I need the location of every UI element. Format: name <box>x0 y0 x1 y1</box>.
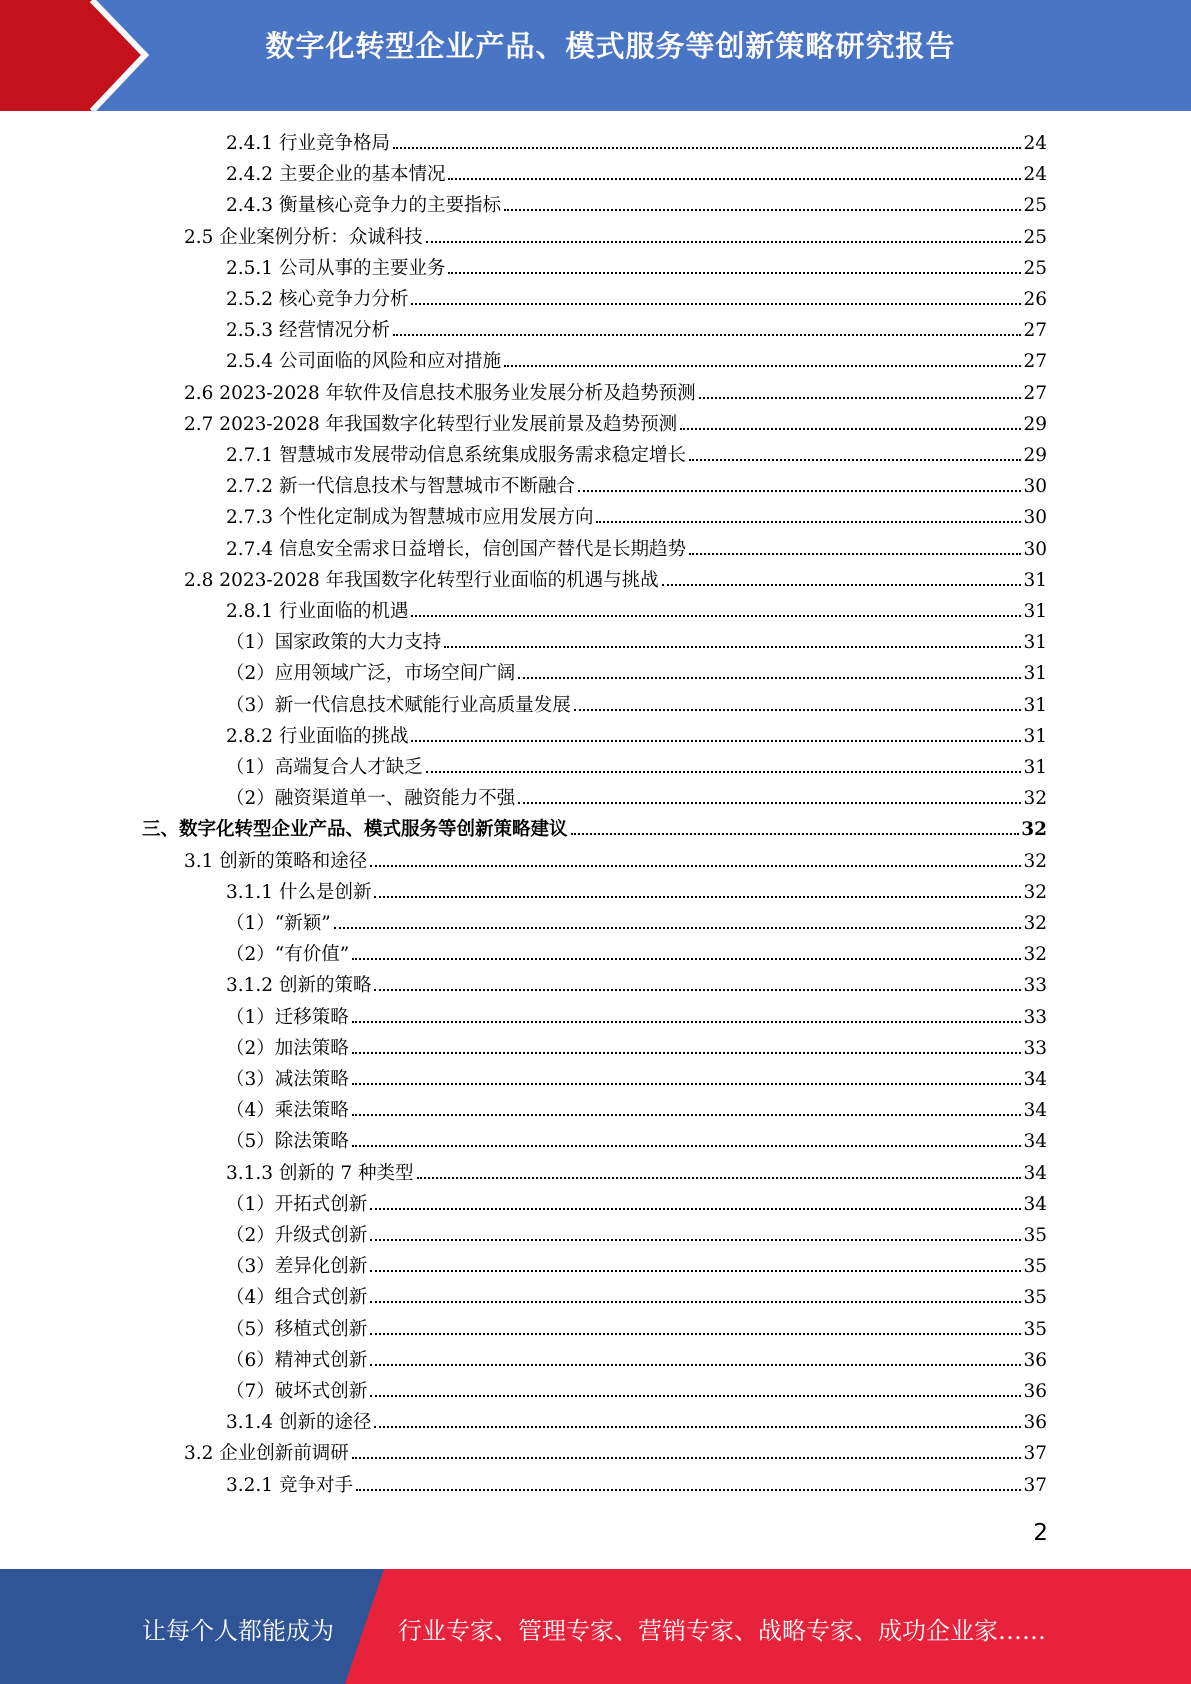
toc-entry[interactable] <box>226 346 1047 377</box>
toc-entry-title: 三、数字化转型企业产品、模式服务等创新策略建议 <box>142 819 568 841</box>
toc-dot-leader <box>518 677 1021 679</box>
toc-entry-title: 2.7.3 个性化定制成为智慧城市应用发展方向 <box>226 507 594 529</box>
toc-entry-page: 30 <box>1023 507 1047 529</box>
toc-entry-title: （1）国家政策的大力支持 <box>226 632 442 654</box>
toc-entry-page: 36 <box>1023 1412 1047 1434</box>
toc-entry-page: 32 <box>1023 944 1047 966</box>
toc-entry-page: 34 <box>1023 1100 1047 1122</box>
toc-dot-leader <box>393 334 1021 336</box>
toc-entry[interactable] <box>226 1251 1047 1282</box>
toc-entry-title: （6）精神式创新 <box>226 1349 368 1371</box>
page-header <box>0 0 1191 111</box>
toc-entry-title: 2.5.1 公司从事的主要业务 <box>226 257 446 279</box>
toc-entry[interactable] <box>226 1095 1047 1126</box>
toc-entry-page: 34 <box>1023 1131 1047 1153</box>
toc-entry-page: 32 <box>1023 850 1047 872</box>
toc-entry-page: 25 <box>1023 195 1047 217</box>
toc-dot-leader <box>352 1114 1022 1116</box>
toc-entry-page: 31 <box>1023 569 1047 591</box>
toc-entry-page: 36 <box>1023 1381 1047 1402</box>
toc-entry[interactable] <box>184 222 1047 253</box>
toc-entry-title: （1）“新颖” <box>226 913 331 934</box>
toc-entry[interactable] <box>226 502 1047 533</box>
toc-entry[interactable] <box>226 315 1047 346</box>
toc-entry[interactable] <box>226 534 1047 565</box>
toc-entry[interactable] <box>226 690 1047 721</box>
toc-dot-leader <box>370 1301 1021 1303</box>
toc-dot-leader <box>571 833 1020 835</box>
toc-entry[interactable] <box>184 378 1047 409</box>
toc-dot-leader <box>370 1395 1021 1397</box>
toc-entry-page: 31 <box>1023 757 1047 778</box>
toc-dot-leader <box>352 1457 1022 1459</box>
toc-entry[interactable] <box>226 159 1047 190</box>
toc-entry-page: 37 <box>1023 1474 1047 1496</box>
toc-dot-leader <box>352 958 1021 960</box>
toc-entry-title: 3.1.4 创新的途径 <box>226 1412 372 1434</box>
toc-entry-page: 24 <box>1023 164 1047 186</box>
toc-entry[interactable] <box>226 284 1047 315</box>
toc-entry[interactable] <box>226 877 1047 908</box>
toc-dot-leader <box>596 521 1021 523</box>
toc-dot-leader <box>374 989 1021 991</box>
toc-dot-leader <box>370 1239 1021 1241</box>
toc-entry-page: 31 <box>1023 632 1047 654</box>
toc-entry[interactable] <box>226 1126 1047 1157</box>
toc-entry-page: 31 <box>1023 694 1047 716</box>
toc-dot-leader <box>662 584 1022 586</box>
toc-entry-page: 25 <box>1023 226 1047 248</box>
toc-entry-title: 3.2 企业创新前调研 <box>184 1443 349 1465</box>
toc-entry-title: 2.4.2 主要企业的基本情况 <box>226 164 446 186</box>
toc-dot-leader <box>448 178 1021 180</box>
toc-entry-title: （5）除法策略 <box>226 1131 349 1153</box>
toc-dot-leader <box>370 1208 1021 1210</box>
toc-entry-page: 29 <box>1023 413 1047 435</box>
toc-entry[interactable] <box>226 190 1047 221</box>
toc-dot-leader <box>374 1426 1021 1428</box>
toc-entry-title: 2.6 2023-2028 年软件及信息技术服务业发展分析及趋势预测 <box>184 382 696 404</box>
toc-entry[interactable] <box>226 908 1047 939</box>
toc-entry-page: 35 <box>1023 1225 1047 1246</box>
toc-entry[interactable] <box>226 1189 1047 1220</box>
toc-dot-leader <box>448 272 1021 274</box>
toc-entry-page: 35 <box>1023 1256 1047 1278</box>
toc-entry[interactable] <box>184 1438 1047 1469</box>
toc-dot-leader <box>411 303 1021 305</box>
toc-entry-title: 2.7 2023-2028 年我国数字化转型行业发展前景及趋势预测 <box>184 413 678 435</box>
toc-entry[interactable] <box>184 846 1047 877</box>
toc-dot-leader <box>352 1021 1022 1023</box>
toc-entry-title: （2）加法策略 <box>226 1037 349 1059</box>
toc-entry[interactable] <box>142 814 1047 845</box>
toc-entry[interactable] <box>226 1158 1047 1189</box>
toc-entry-title: 2.8.1 行业面临的机遇 <box>226 601 409 622</box>
toc-entry-title: （4）组合式创新 <box>226 1287 368 1309</box>
toc-entry-page: 30 <box>1023 538 1047 560</box>
toc-dot-leader <box>504 365 1021 367</box>
toc-entry-title: （5）移植式创新 <box>226 1318 368 1340</box>
toc-entry-title: 3.1.2 创新的策略 <box>226 975 372 997</box>
toc-entry-page: 34 <box>1023 1193 1047 1215</box>
toc-dot-leader <box>689 553 1021 555</box>
toc-entry-title: 2.5.4 公司面临的风险和应对措施 <box>226 351 501 373</box>
toc-entry[interactable] <box>226 627 1047 658</box>
toc-entry-title: 2.7.4 信息安全需求日益增长，信创国产替代是长期趋势 <box>226 538 686 560</box>
toc-dot-leader <box>374 896 1021 898</box>
toc-entry-page: 26 <box>1023 289 1047 310</box>
toc-entry-page: 32 <box>1023 881 1047 903</box>
toc-entry-page: 37 <box>1023 1443 1047 1465</box>
toc-entry-page: 33 <box>1023 1037 1047 1059</box>
toc-entry-title: （7）破坏式创新 <box>226 1381 368 1402</box>
toc-dot-leader <box>352 1083 1022 1085</box>
toc-entry-title: （1）高端复合人才缺乏 <box>226 757 423 778</box>
toc-dot-leader <box>370 1333 1021 1335</box>
toc-entry-title: 2.7.1 智慧城市发展带动信息系统集成服务需求稳定增长 <box>226 445 686 466</box>
toc-entry[interactable] <box>226 128 1047 159</box>
toc-entry[interactable] <box>226 1314 1047 1345</box>
toc-entry-page: 31 <box>1023 725 1047 747</box>
toc-entry[interactable] <box>226 1282 1047 1313</box>
toc-entry[interactable] <box>226 1345 1047 1376</box>
toc-entry-title: （2）“有价值” <box>226 944 350 966</box>
toc-entry-title: 3.1 创新的策略和途径 <box>184 850 368 872</box>
toc-entry-title: 2.5 企业案例分析：众诚科技 <box>184 226 423 248</box>
toc-dot-leader <box>411 615 1021 617</box>
toc-entry-title: 2.5.2 核心竞争力分析 <box>226 289 409 310</box>
toc-entry-page: 35 <box>1023 1287 1047 1309</box>
toc-dot-leader <box>426 771 1022 773</box>
footer-slogan-right: 行业专家、管理专家、营销专家、战略专家、成功企业家…… <box>398 1617 1046 1645</box>
toc-dot-leader <box>370 1364 1021 1366</box>
toc-entry-page: 30 <box>1023 476 1047 498</box>
toc-entry[interactable] <box>226 253 1047 284</box>
toc-entry-page: 25 <box>1023 257 1047 279</box>
page-footer <box>0 1569 1191 1684</box>
toc-entry-title: （3）差异化创新 <box>226 1256 368 1278</box>
toc-entry-title: 2.7.2 新一代信息技术与智慧城市不断融合 <box>226 476 575 498</box>
toc-dot-leader <box>504 209 1021 211</box>
toc-dot-leader <box>574 709 1022 711</box>
toc-dot-leader <box>352 1145 1022 1147</box>
toc-entry-title: 2.5.3 经营情况分析 <box>226 320 390 342</box>
toc-entry[interactable] <box>184 565 1047 596</box>
toc-entry[interactable] <box>226 440 1047 471</box>
toc-entry-page: 33 <box>1023 975 1047 997</box>
toc-entry-title: 2.4.3 衡量核心竞争力的主要指标 <box>226 195 501 217</box>
toc-entry[interactable] <box>226 1407 1047 1438</box>
toc-dot-leader <box>417 1177 1022 1179</box>
toc-dot-leader <box>680 428 1021 430</box>
toc-entry[interactable] <box>184 409 1047 440</box>
toc-dot-leader <box>699 397 1022 399</box>
toc-entry[interactable] <box>226 1002 1047 1033</box>
toc-entry[interactable] <box>226 1220 1047 1251</box>
report-title: 数字化转型企业产品、模式服务等创新策略研究报告 <box>265 29 956 63</box>
toc-dot-leader <box>370 865 1021 867</box>
toc-entry[interactable] <box>226 1033 1047 1064</box>
toc-entry-title: （3）减法策略 <box>226 1069 349 1090</box>
toc-entry-page: 31 <box>1023 601 1047 622</box>
toc-dot-leader <box>444 646 1021 648</box>
toc-entry[interactable] <box>226 939 1047 970</box>
toc-entry-title: （2）应用领域广泛，市场空间广阔 <box>226 663 516 685</box>
toc-dot-leader <box>334 927 1022 929</box>
toc-entry-page: 24 <box>1023 133 1047 154</box>
toc-dot-leader <box>518 802 1021 804</box>
toc-dot-leader <box>426 241 1022 243</box>
toc-entry-title: （1）迁移策略 <box>226 1006 349 1028</box>
toc-entry-title: 2.8 2023-2028 年我国数字化转型行业面临的机遇与挑战 <box>184 569 659 591</box>
toc-entry[interactable] <box>226 970 1047 1001</box>
toc-entry-title: （3）新一代信息技术赋能行业高质量发展 <box>226 694 571 716</box>
toc-entry-title: （4）乘法策略 <box>226 1100 349 1122</box>
toc-dot-leader <box>689 459 1021 461</box>
toc-entry-title: 3.1.3 创新的 7 种类型 <box>226 1162 414 1184</box>
toc-dot-leader <box>356 1489 1022 1491</box>
toc-entry-title: 3.1.1 什么是创新 <box>226 881 372 903</box>
toc-entry-page: 33 <box>1023 1006 1047 1028</box>
toc-entry-page: 27 <box>1023 320 1047 342</box>
toc-entry-title: （1）开拓式创新 <box>226 1193 368 1215</box>
toc-dot-leader <box>352 1052 1022 1054</box>
toc-entry[interactable] <box>226 658 1047 689</box>
toc-entry-page: 32 <box>1023 913 1047 934</box>
toc-entry-page: 31 <box>1023 663 1047 685</box>
toc-entry-title: 3.2.1 竞争对手 <box>226 1474 353 1496</box>
toc-entry[interactable] <box>226 1064 1047 1095</box>
toc-entry[interactable] <box>226 783 1047 814</box>
toc-entry-title: 2.4.1 行业竞争格局 <box>226 133 390 154</box>
toc-entry[interactable] <box>226 596 1047 627</box>
toc-entry-page: 34 <box>1023 1162 1047 1184</box>
toc-entry[interactable] <box>226 471 1047 502</box>
footer-slogan-left: 让每个人都能成为 <box>142 1617 334 1645</box>
toc-entry-title: （2）融资渠道单一、融资能力不强 <box>226 788 516 810</box>
toc-entry-page: 34 <box>1023 1069 1047 1090</box>
toc-dot-leader <box>370 1270 1021 1272</box>
toc-dot-leader <box>411 740 1021 742</box>
toc-dot-leader <box>578 490 1021 492</box>
toc-entry[interactable] <box>226 721 1047 752</box>
toc-entry[interactable] <box>226 752 1047 783</box>
toc-entry-page: 27 <box>1023 351 1047 373</box>
toc-entry-title: 2.8.2 行业面临的挑战 <box>226 725 409 747</box>
toc-entry-page: 35 <box>1023 1318 1047 1340</box>
toc-entry[interactable] <box>226 1470 1047 1501</box>
toc-entry[interactable] <box>226 1376 1047 1407</box>
toc-entry-page: 29 <box>1023 445 1047 466</box>
toc-entry-page: 32 <box>1023 788 1047 810</box>
page-number: 2 <box>1033 1520 1048 1546</box>
toc-entry-page: 36 <box>1023 1349 1047 1371</box>
toc-entry-title: （2）升级式创新 <box>226 1225 368 1246</box>
toc-dot-leader <box>393 147 1021 149</box>
toc-entry-page: 27 <box>1023 382 1047 404</box>
toc-entry-page: 32 <box>1021 819 1047 841</box>
